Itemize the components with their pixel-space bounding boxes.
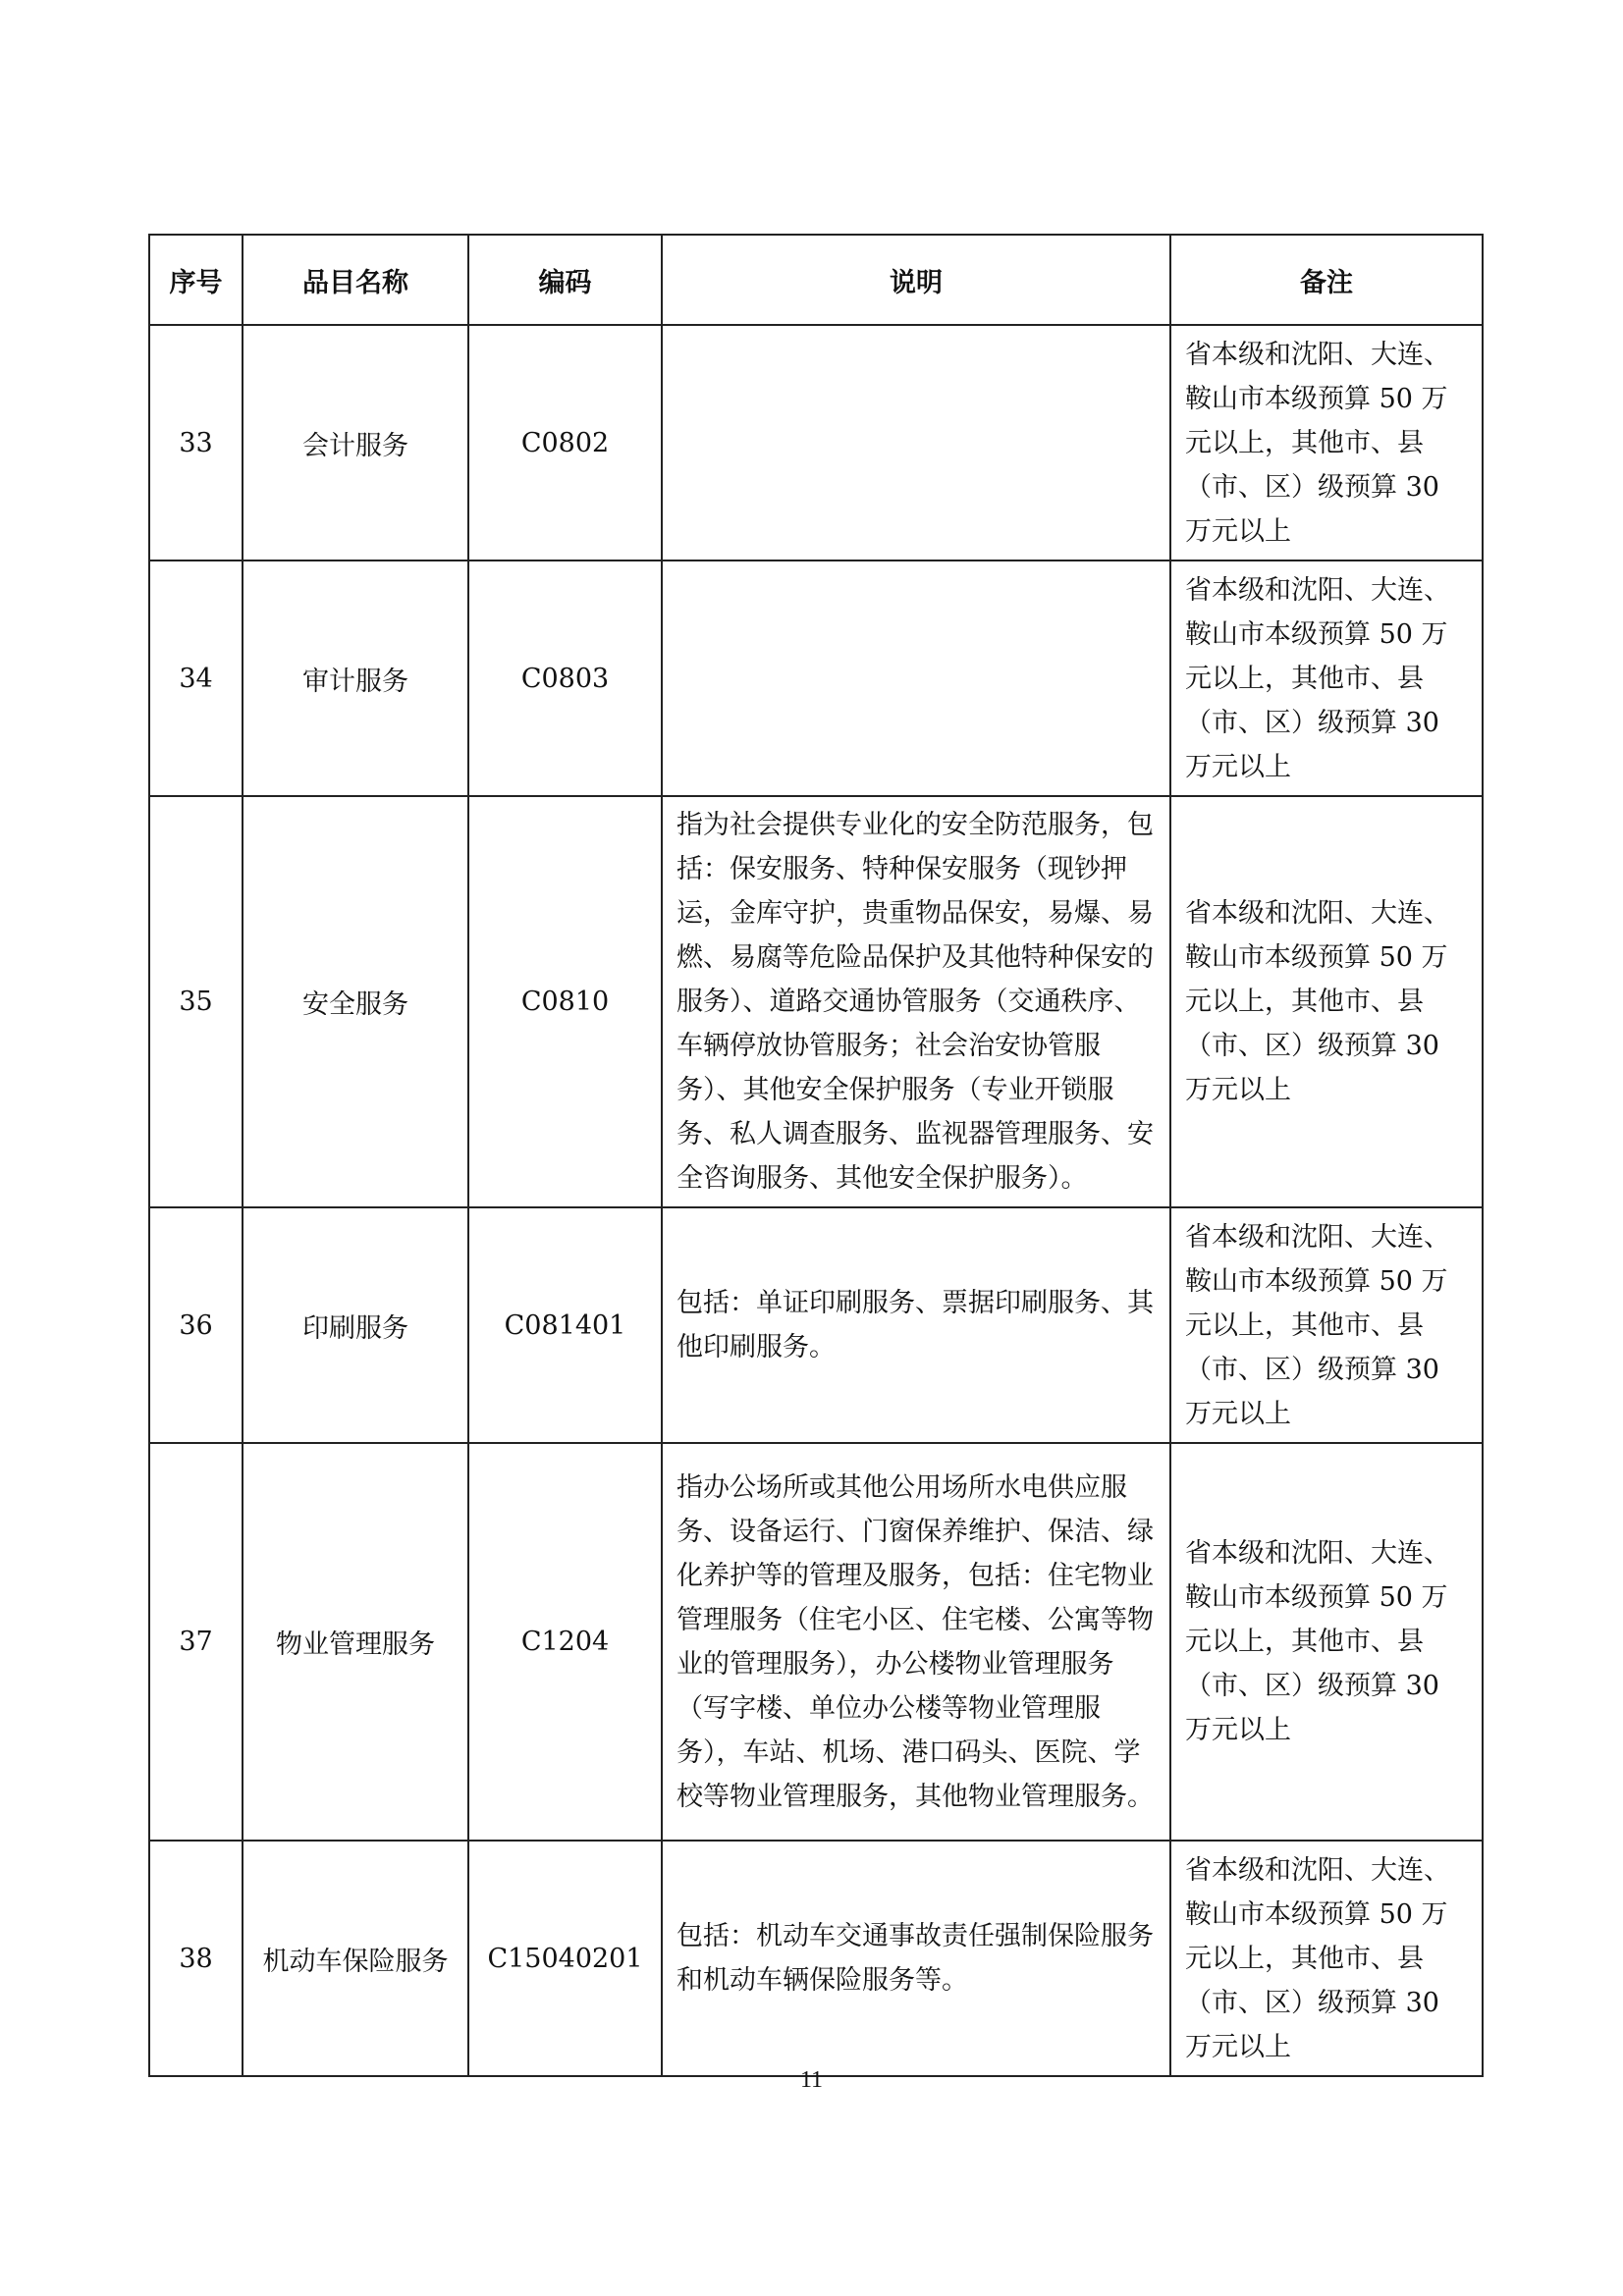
table-row <box>149 325 1483 561</box>
cell-description: 指办公场所或其他公用场所水电供应服务、设备运行、门窗保养维护、保洁、绿化养护等的管理及服务，包括：住宅物业管理服务（住宅小区、住宅楼、公寓等物业的管理服务），办公楼物业管理服务（写字楼、单位办公楼等物业管理服务），车站、机场、港口码头、医院、学校等物业管理服务，其他物业管理服务。 <box>662 1443 1170 1841</box>
cell-code: C1204 <box>468 1443 662 1841</box>
cell-remarks: 省本级和沈阳、大连、鞍山市本级预算 50 万元以上，其他市、县（市、区）级预算 30 万元以上 <box>1170 1207 1483 1443</box>
cell-remarks: 省本级和沈阳、大连、鞍山市本级预算 50 万元以上，其他市、县（市、区）级预算 30 万元以上 <box>1170 325 1483 561</box>
cell-serial-no: 35 <box>149 796 243 1207</box>
table-row <box>149 561 1483 796</box>
table-header-row <box>149 235 1483 325</box>
cell-item-name: 物业管理服务 <box>243 1443 468 1841</box>
cell-remarks: 省本级和沈阳、大连、鞍山市本级预算 50 万元以上，其他市、县（市、区）级预算 30 万元以上 <box>1170 796 1483 1207</box>
cell-code: C0802 <box>468 325 662 561</box>
cell-serial-no: 34 <box>149 561 243 796</box>
cell-item-name: 机动车保险服务 <box>243 1841 468 2076</box>
header-remarks: 备注 <box>1170 235 1483 325</box>
table-row <box>149 1207 1483 1443</box>
cell-code: C081401 <box>468 1207 662 1443</box>
cell-serial-no: 38 <box>149 1841 243 2076</box>
cell-description: 包括：机动车交通事故责任强制保险服务和机动车辆保险服务等。 <box>662 1841 1170 2076</box>
cell-remarks: 省本级和沈阳、大连、鞍山市本级预算 50 万元以上，其他市、县（市、区）级预算 30 万元以上 <box>1170 1841 1483 2076</box>
header-code: 编码 <box>468 235 662 325</box>
header-description: 说明 <box>662 235 1170 325</box>
cell-item-name: 会计服务 <box>243 325 468 561</box>
cell-description <box>662 561 1170 796</box>
table-row <box>149 1841 1483 2076</box>
cell-description <box>662 325 1170 561</box>
header-serial-no: 序号 <box>149 235 243 325</box>
table-row <box>149 796 1483 1207</box>
cell-item-name: 安全服务 <box>243 796 468 1207</box>
cell-description: 包括：单证印刷服务、票据印刷服务、其他印刷服务。 <box>662 1207 1170 1443</box>
cell-serial-no: 33 <box>149 325 243 561</box>
header-item-name: 品目名称 <box>243 235 468 325</box>
cell-description: 指为社会提供专业化的安全防范服务，包括：保安服务、特种保安服务（现钞押运，金库守护，贵重物品保安，易爆、易燃、易腐等危险品保护及其他特种保安的服务）、道路交通协管服务（交通秩序、车辆停放协管服务；社会治安协管服务）、其他安全保护服务（专业开锁服务、私人调查服务、监视器管理服务、安全咨询服务、其他安全保护服务）。 <box>662 796 1170 1207</box>
cell-remarks: 省本级和沈阳、大连、鞍山市本级预算 50 万元以上，其他市、县（市、区）级预算 30 万元以上 <box>1170 561 1483 796</box>
cell-remarks: 省本级和沈阳、大连、鞍山市本级预算 50 万元以上，其他市、县（市、区）级预算 30 万元以上 <box>1170 1443 1483 1841</box>
cell-code: C0803 <box>468 561 662 796</box>
cell-serial-no: 37 <box>149 1443 243 1841</box>
procurement-catalog-table <box>148 234 1484 2077</box>
page-number: 11 <box>799 2067 824 2093</box>
cell-item-name: 印刷服务 <box>243 1207 468 1443</box>
cell-serial-no: 36 <box>149 1207 243 1443</box>
cell-item-name: 审计服务 <box>243 561 468 796</box>
cell-code: C15040201 <box>468 1841 662 2076</box>
cell-code: C0810 <box>468 796 662 1207</box>
table-row <box>149 1443 1483 1841</box>
